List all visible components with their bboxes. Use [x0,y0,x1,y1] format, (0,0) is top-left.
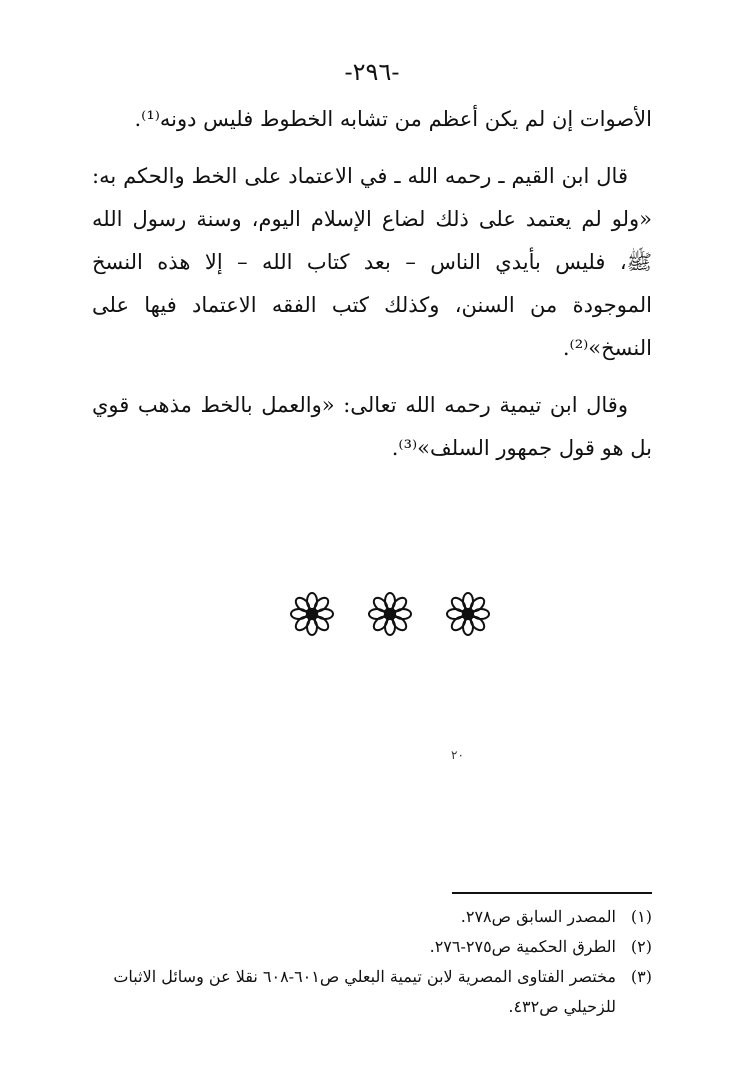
footnote-divider [452,892,652,894]
footnote-number: (٣) [630,967,652,986]
footnote-text: المصدر السابق ص٢٧٨. [460,907,616,926]
flower-ornament-icon [368,592,412,636]
footnote-item [92,902,652,932]
main-text [92,98,652,484]
stray-mark: ٢٠ [451,748,464,762]
footnote-text: مختصر الفتاوى المصرية لابن تيمية البعلي ص٦٠١-٦٠٨ نقلا عن وسائل الاثبات للزحيلي ص٤٣٢. [113,967,616,1016]
footnote-number: (١) [630,907,652,926]
flower-ornament-icon [290,592,334,636]
footnotes [92,902,652,1022]
footnote-text: الطرق الحكمية ص٢٧٥-٢٧٦. [429,937,616,956]
flower-ornament-icon [446,592,490,636]
page-number: -٢٩٦- [344,58,400,86]
footnote-item [92,962,652,1022]
paragraph-ibn-qayyim: قال ابن القيم ـ رحمه الله ـ في الاعتماد على الخط والحكم به: «ولو لم يعتمد على ذلك لضاع الإسلام اليوم، وسنة رسول الله ﷺ، فليس بأيدي الناس – بعد كتاب الله – إلا هذه النسخ الموجودة من السنن، وكذلك كتب الفقه الاعتماد فيها على النسخ»⁽²⁾. [92,164,652,360]
footnote-number: (٢) [630,937,652,956]
footnote-item [92,932,652,962]
paragraph-ibn-taymiyya: وقال ابن تيمية رحمه الله تعالى: «والعمل بالخط مذهب قوي بل هو قول جمهور السلف»⁽³⁾. [92,393,652,460]
paragraph-continuation: الأصوات إن لم يكن أعظم من تشابه الخطوط فليس دونه⁽¹⁾. [134,107,652,131]
section-divider-ornaments [290,592,490,636]
